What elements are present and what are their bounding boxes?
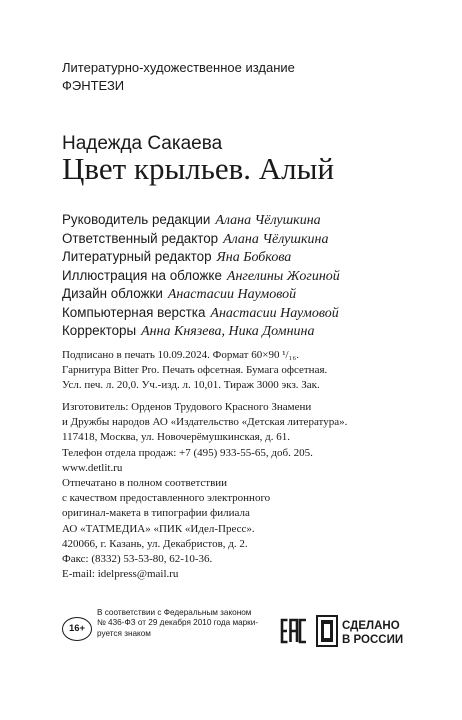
- law-line: № 436-ФЗ от 29 декабря 2010 года марки-: [97, 618, 259, 628]
- publisher-line: Телефон отдела продаж: +7 (495) 933-55-65, доб. 205.: [62, 446, 313, 459]
- eac-letter-e: [282, 620, 288, 642]
- eac-letter-a: [291, 620, 298, 642]
- imprint-info: [62, 348, 450, 394]
- credit-role: Дизайн обложки: [62, 286, 163, 301]
- credit-row: [62, 322, 450, 341]
- credit-row: [62, 304, 450, 323]
- credit-person: Анна Князева, Ника Домнина: [141, 324, 315, 339]
- credit-person: Алана Чёлушкина: [215, 213, 321, 228]
- printer-line: оригинал-макета в типографии филиала: [62, 507, 250, 520]
- edition-genre: ФЭНТЕЗИ: [62, 78, 125, 93]
- credit-person: Анастасии Наумовой: [167, 287, 297, 302]
- credit-row: [62, 285, 450, 304]
- credit-role: Руководитель редакции: [62, 212, 211, 227]
- footer-marks: [62, 606, 438, 658]
- author-name: Надежда Сакаева: [62, 133, 223, 154]
- logo-text-line-1: СДЕЛАНО: [342, 620, 400, 632]
- publisher-line: и Дружбы народов АО «Издательство «Детская литература».: [62, 416, 348, 429]
- credit-row: [62, 211, 450, 230]
- printer-line: с качеством предоставленного электронного: [62, 492, 271, 505]
- credits-list: [62, 211, 450, 341]
- printer-line: Отпечатано в полном соответствии: [62, 477, 228, 489]
- imprint-line: Подписано в печать 10.09.2024. Формат 60×90 ¹/₁₆.: [62, 349, 299, 361]
- logo-text-line-2: В РОССИИ: [342, 634, 404, 646]
- edition-type: Литературно-художественное издание: [62, 60, 295, 75]
- publisher-info: [62, 400, 450, 476]
- credit-person: Анастасии Наумовой: [210, 305, 339, 321]
- publisher-website: www.detlit.ru: [62, 461, 123, 474]
- eac-letter-c: [300, 620, 306, 642]
- edition-info: [62, 59, 450, 95]
- credit-row: [62, 248, 450, 267]
- printer-info: [62, 476, 450, 582]
- credit-row: [62, 230, 450, 249]
- book-title: Цвет крыльев. Алый: [62, 151, 335, 186]
- credit-person: Алана Чёлушкина: [223, 231, 329, 247]
- printer-line: 420066, г. Казань, ул. Декабристов, д. 2.: [62, 537, 248, 550]
- logo-flag-inner: [324, 624, 330, 638]
- age-rating-badge: 16+: [62, 617, 92, 641]
- law-line: руется знаком: [97, 628, 151, 638]
- law-line: В соответствии с Федеральным законом: [97, 608, 252, 617]
- made-in-russia-logo: [316, 615, 434, 647]
- credit-role: Ответственный редактор: [62, 230, 219, 246]
- credit-role: Иллюстрация на обложке: [62, 267, 222, 283]
- credit-role: Литературный редактор: [62, 249, 212, 264]
- printer-line: Факс: (8332) 53-53-80, 62-10-36.: [62, 553, 213, 566]
- credit-role: Компьютерная верстка: [62, 304, 206, 320]
- imprint-line: Усл. печ. л. 20,0. Уч.-изд. л. 10,01. Тираж 3000 экз. Зак.: [62, 379, 320, 392]
- imprint-line: Гарнитура Bitter Pro. Печать офсетная. Бумага офсетная.: [62, 364, 328, 377]
- eac-mark-icon: [280, 618, 308, 644]
- printer-line: АО «ТАТМЕДИА» «ПИК «Идел-Пресс».: [62, 522, 255, 535]
- credit-person: Яна Бобкова: [216, 250, 292, 265]
- publisher-line: Изготовитель: Орденов Трудового Красного Знамени: [62, 401, 312, 413]
- law-notice: [97, 608, 272, 639]
- printer-email: E-mail: idelpress@mail.ru: [62, 568, 179, 581]
- publisher-line: 117418, Москва, ул. Новочерёмушкинская, д. 61.: [62, 431, 291, 444]
- credit-person: Ангелины Жогиной: [226, 268, 340, 284]
- credit-row: [62, 267, 450, 286]
- credit-role: Корректоры: [62, 323, 137, 338]
